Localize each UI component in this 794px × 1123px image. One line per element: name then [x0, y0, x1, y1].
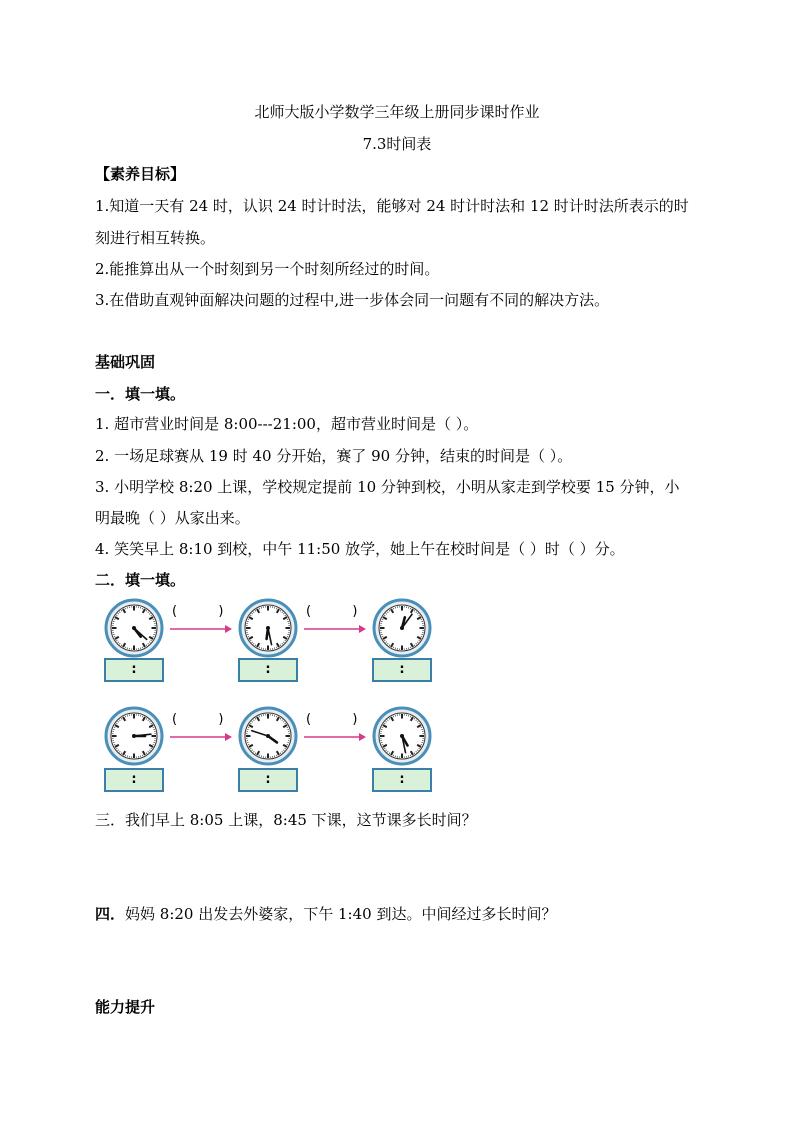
- time-answer-box[interactable]: :: [104, 658, 164, 682]
- time-answer-box[interactable]: :: [104, 768, 164, 792]
- section-4-text: 妈妈 8:20 出发去外婆家，下午 1:40 到达。中间经过多长时间？: [125, 905, 557, 923]
- time-answer-box[interactable]: :: [372, 658, 432, 682]
- section-4-question: [95, 904, 556, 924]
- elapsed-time-blank[interactable]: ( ): [306, 712, 358, 727]
- question-4: 4. 笑笑早上 8:10 到校，中午 11:50 放学，她上午在校时间是（ ）时（ ）分。: [95, 540, 625, 558]
- goal-item-1-cont: 刻进行相互转换。: [95, 229, 216, 247]
- clock-face-icon: [238, 598, 298, 658]
- goal-item-3: 3.在借助直观钟面解决问题的过程中,进一步体会同一问题有不同的解决方法。: [95, 291, 610, 309]
- section-3-question: 三．我们早上 8:05 上课，8:45 下课，这节课多长时间？: [95, 811, 477, 829]
- goal-item-1: 1.知道一天有 24 时，认识 24 时计时法，能够对 24 时计时法和 12 时计时法所表示的时: [95, 197, 689, 215]
- clock-face-icon: [104, 598, 164, 658]
- elapsed-time-blank[interactable]: ( ): [172, 712, 224, 727]
- elapsed-time-blank[interactable]: ( ): [172, 604, 224, 619]
- arrow-right-icon: [304, 624, 366, 634]
- lesson-subtitle: 7.3时间表: [362, 135, 432, 153]
- goal-item-2: 2.能推算出从一个时刻到另一个时刻所经过的时间。: [95, 260, 440, 278]
- clock-face-icon: [372, 706, 432, 766]
- section-4-label: 四．: [95, 905, 126, 923]
- time-answer-box[interactable]: :: [372, 768, 432, 792]
- section-1-title: 一．填一填。: [95, 385, 186, 403]
- time-answer-box[interactable]: :: [238, 658, 298, 682]
- clock-face-icon: [238, 706, 298, 766]
- document-title: 北师大版小学数学三年级上册同步课时作业: [254, 103, 540, 121]
- question-1: 1. 超市营业时间是 8:00---21:00，超市营业时间是（ ）。: [95, 415, 479, 433]
- clock-face-icon: [372, 598, 432, 658]
- basics-heading: 基础巩固: [95, 353, 156, 371]
- clock-face-icon: [104, 706, 164, 766]
- time-answer-box[interactable]: :: [238, 768, 298, 792]
- ability-heading: 能力提升: [95, 998, 156, 1016]
- elapsed-time-blank[interactable]: ( ): [306, 604, 358, 619]
- arrow-right-icon: [170, 624, 232, 634]
- section-2-title: 二．填一填。: [95, 571, 186, 589]
- question-3: 3. 小明学校 8:20 上课，学校规定提前 10 分钟到校，小明从家走到学校要 15 分钟，小: [95, 478, 680, 496]
- arrow-right-icon: [170, 732, 232, 742]
- question-3-cont: 明最晚（ ）从家出来。: [95, 509, 250, 527]
- question-2: 2. 一场足球赛从 19 时 40 分开始，赛了 90 分钟，结束的时间是（ ）。: [95, 447, 573, 465]
- arrow-right-icon: [304, 732, 366, 742]
- goals-heading: 【素养目标】: [95, 165, 186, 183]
